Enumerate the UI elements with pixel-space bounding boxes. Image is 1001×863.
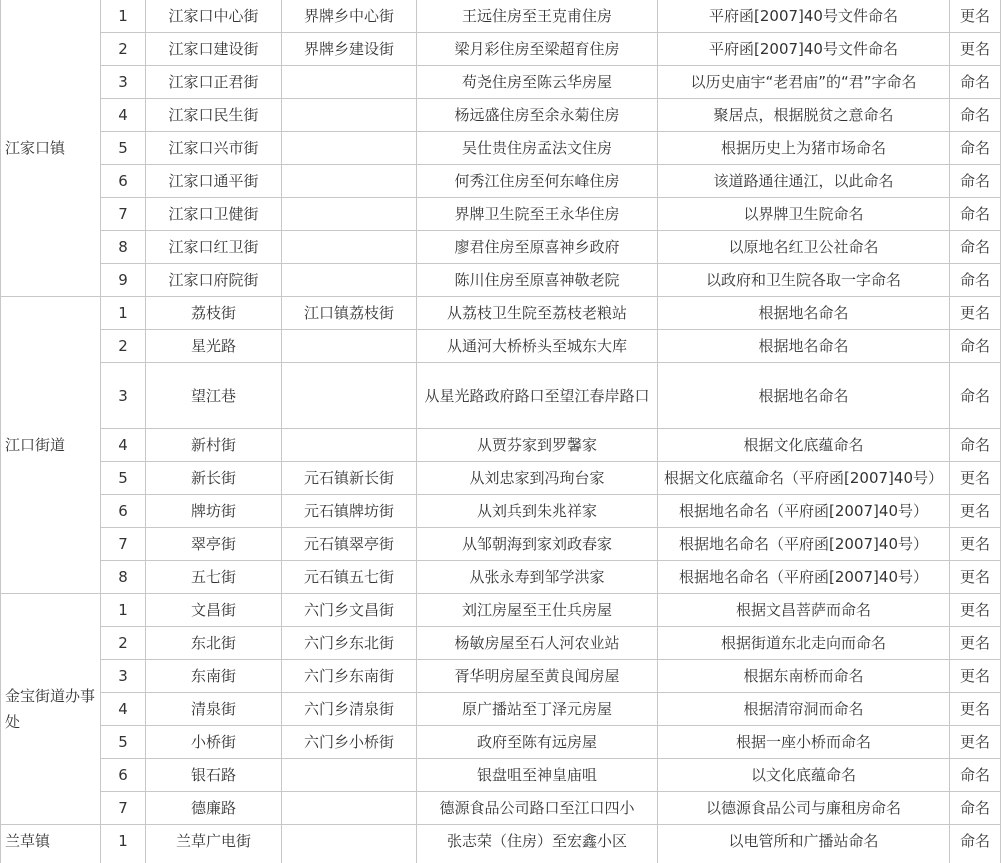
naming-reason: 根据地名命名（平府函[2007]40号） [658,495,950,528]
street-name: 东北街 [146,627,282,660]
naming-reason: 根据东南桥而命名 [658,660,950,693]
street-range: 廖君住房至原喜神乡政府 [417,231,658,264]
row-number: 1 [101,594,146,627]
table-row [1,0,1001,33]
former-name [282,66,417,99]
naming-reason: 以德源食品公司与廉租房命名 [658,792,950,825]
naming-reason: 该道路通往通江，以此命名 [658,165,950,198]
former-name: 界牌乡中心街 [282,0,417,33]
street-name: 小桥街 [146,726,282,759]
town-cell: 兰草镇 [1,825,101,863]
naming-type: 命名 [950,759,1001,792]
naming-reason: 根据历史上为猪市场命名 [658,132,950,165]
street-range: 杨敏房屋至石人河农业站 [417,627,658,660]
former-name [282,165,417,198]
table-row [1,99,1001,132]
row-number: 4 [101,693,146,726]
street-name: 江家口兴市街 [146,132,282,165]
naming-reason: 根据地名命名 [658,297,950,330]
naming-reason: 以文化底蕴命名 [658,759,950,792]
naming-type: 命名 [950,231,1001,264]
table-row [1,330,1001,363]
street-range: 从通河大桥桥头至城东大库 [417,330,658,363]
row-number: 2 [101,330,146,363]
former-name: 六门乡东北街 [282,627,417,660]
street-range: 从刘兵到朱兆祥家 [417,495,658,528]
table-row [1,363,1001,429]
town-cell: 江家口镇 [1,0,101,297]
former-name: 元石镇牌坊街 [282,495,417,528]
naming-type: 命名 [950,198,1001,231]
naming-type: 命名 [950,165,1001,198]
naming-reason: 根据文昌菩萨而命名 [658,594,950,627]
naming-type: 命名 [950,264,1001,297]
table-row [1,594,1001,627]
naming-type: 命名 [950,330,1001,363]
row-number: 6 [101,495,146,528]
former-name [282,231,417,264]
street-name: 银石路 [146,759,282,792]
row-number: 5 [101,726,146,759]
naming-reason: 根据清帘洞而命名 [658,693,950,726]
row-number: 8 [101,231,146,264]
street-range: 政府至陈有远房屋 [417,726,658,759]
former-name: 六门乡小桥街 [282,726,417,759]
street-name: 星光路 [146,330,282,363]
naming-reason: 根据街道东北走向而命名 [658,627,950,660]
street-name: 新村街 [146,429,282,462]
row-number: 6 [101,165,146,198]
row-number: 9 [101,264,146,297]
street-name: 江家口卫健街 [146,198,282,231]
former-name [282,429,417,462]
street-name: 江家口府院街 [146,264,282,297]
table-row [1,66,1001,99]
street-range: 从贾芬家到罗馨家 [417,429,658,462]
naming-type: 命名 [950,792,1001,825]
street-range: 胥华明房屋至黄良闻房屋 [417,660,658,693]
naming-reason: 以原地名红卫公社命名 [658,231,950,264]
street-name: 清泉街 [146,693,282,726]
former-name: 六门乡东南街 [282,660,417,693]
row-number: 4 [101,429,146,462]
row-number: 4 [101,99,146,132]
naming-type: 命名 [950,99,1001,132]
row-number: 7 [101,528,146,561]
street-name: 新长街 [146,462,282,495]
street-range: 张志荣（住房）至宏鑫小区 [417,825,658,863]
street-range: 苟尧住房至陈云华房屋 [417,66,658,99]
former-name: 元石镇五七街 [282,561,417,594]
naming-type: 更名 [950,297,1001,330]
street-range: 从荔枝卫生院至荔枝老粮站 [417,297,658,330]
former-name [282,132,417,165]
table-row [1,462,1001,495]
table-row [1,792,1001,825]
town-cell: 金宝街道办事处 [1,594,101,825]
street-range: 德源食品公司路口至江口四小 [417,792,658,825]
street-name: 望江巷 [146,363,282,429]
naming-reason: 根据地名命名（平府函[2007]40号） [658,528,950,561]
street-name: 翠亭街 [146,528,282,561]
former-name: 江口镇荔枝街 [282,297,417,330]
former-name: 六门乡清泉街 [282,693,417,726]
former-name [282,198,417,231]
street-name: 德廉路 [146,792,282,825]
naming-reason: 根据文化底蕴命名（平府函[2007]40号） [658,462,950,495]
table-row [1,297,1001,330]
former-name [282,330,417,363]
street-range: 界牌卫生院至王永华住房 [417,198,658,231]
row-number: 5 [101,462,146,495]
street-name: 江家口红卫街 [146,231,282,264]
table-row [1,693,1001,726]
naming-type: 命名 [950,132,1001,165]
row-number: 3 [101,363,146,429]
naming-type: 命名 [950,66,1001,99]
street-range: 银盘咀至神皇庙咀 [417,759,658,792]
table-row [1,726,1001,759]
street-name: 牌坊街 [146,495,282,528]
street-name: 兰草广电街 [146,825,282,863]
street-range: 陈川住房至原喜神敬老院 [417,264,658,297]
street-name: 五七街 [146,561,282,594]
naming-type: 更名 [950,726,1001,759]
naming-reason: 平府函[2007]40号文件命名 [658,0,950,33]
naming-reason: 以界牌卫生院命名 [658,198,950,231]
street-name: 江家口民生街 [146,99,282,132]
row-number: 7 [101,792,146,825]
table-row [1,759,1001,792]
former-name: 界牌乡建设街 [282,33,417,66]
naming-reason: 平府函[2007]40号文件命名 [658,33,950,66]
table-row [1,495,1001,528]
street-name: 文昌街 [146,594,282,627]
table-row [1,825,1001,863]
naming-reason: 根据地名命名 [658,363,950,429]
street-range: 何秀江住房至何东峰住房 [417,165,658,198]
row-number: 8 [101,561,146,594]
former-name: 元石镇新长街 [282,462,417,495]
table-row [1,429,1001,462]
table-row [1,528,1001,561]
row-number: 2 [101,33,146,66]
former-name [282,759,417,792]
street-range: 从星光路政府路口至望江春岸路口 [417,363,658,429]
naming-reason: 根据一座小桥而命名 [658,726,950,759]
row-number: 1 [101,0,146,33]
table-row [1,33,1001,66]
naming-type: 命名 [950,363,1001,429]
table-row [1,264,1001,297]
naming-type: 命名 [950,825,1001,863]
former-name [282,825,417,863]
row-number: 3 [101,66,146,99]
naming-type: 更名 [950,0,1001,33]
row-number: 5 [101,132,146,165]
former-name [282,99,417,132]
former-name [282,363,417,429]
street-name: 江家口中心街 [146,0,282,33]
street-name: 荔枝街 [146,297,282,330]
naming-reason: 根据地名命名（平府函[2007]40号） [658,561,950,594]
row-number: 1 [101,297,146,330]
naming-type: 更名 [950,693,1001,726]
naming-type: 更名 [950,495,1001,528]
table-row [1,561,1001,594]
naming-reason: 以历史庙宇“老君庙”的“君”字命名 [658,66,950,99]
naming-type: 更名 [950,528,1001,561]
naming-type: 更名 [950,462,1001,495]
naming-reason: 聚居点，根据脱贫之意命名 [658,99,950,132]
street-range: 从刘忠家到冯珣台家 [417,462,658,495]
table-row [1,198,1001,231]
street-range: 从张永寿到邹学洪家 [417,561,658,594]
former-name [282,792,417,825]
table-row [1,627,1001,660]
naming-reason: 以电管所和广播站命名 [658,825,950,863]
street-range: 梁月彩住房至梁超育住房 [417,33,658,66]
town-cell: 江口街道 [1,297,101,594]
table-row [1,231,1001,264]
street-range: 杨远盛住房至余永菊住房 [417,99,658,132]
naming-type: 更名 [950,561,1001,594]
street-range: 王远住房至王克甫住房 [417,0,658,33]
former-name [282,264,417,297]
naming-type: 更名 [950,627,1001,660]
former-name: 元石镇翠亭街 [282,528,417,561]
row-number: 7 [101,198,146,231]
street-range: 刘江房屋至王仕兵房屋 [417,594,658,627]
street-name: 江家口通平街 [146,165,282,198]
naming-type: 命名 [950,429,1001,462]
table-row [1,660,1001,693]
street-range: 原广播站至丁泽元房屋 [417,693,658,726]
former-name: 六门乡文昌街 [282,594,417,627]
naming-reason: 根据文化底蕴命名 [658,429,950,462]
row-number: 2 [101,627,146,660]
row-number: 3 [101,660,146,693]
table-row [1,132,1001,165]
street-range: 从邹朝海到家刘政春家 [417,528,658,561]
street-name: 江家口正君街 [146,66,282,99]
naming-reason: 以政府和卫生院各取一字命名 [658,264,950,297]
street-name: 江家口建设街 [146,33,282,66]
naming-reason: 根据地名命名 [658,330,950,363]
table-row [1,165,1001,198]
naming-type: 更名 [950,660,1001,693]
street-range: 吴仕贵住房孟法文住房 [417,132,658,165]
row-number: 1 [101,825,146,863]
naming-type: 更名 [950,594,1001,627]
row-number: 6 [101,759,146,792]
naming-type: 更名 [950,33,1001,66]
street-name: 东南街 [146,660,282,693]
